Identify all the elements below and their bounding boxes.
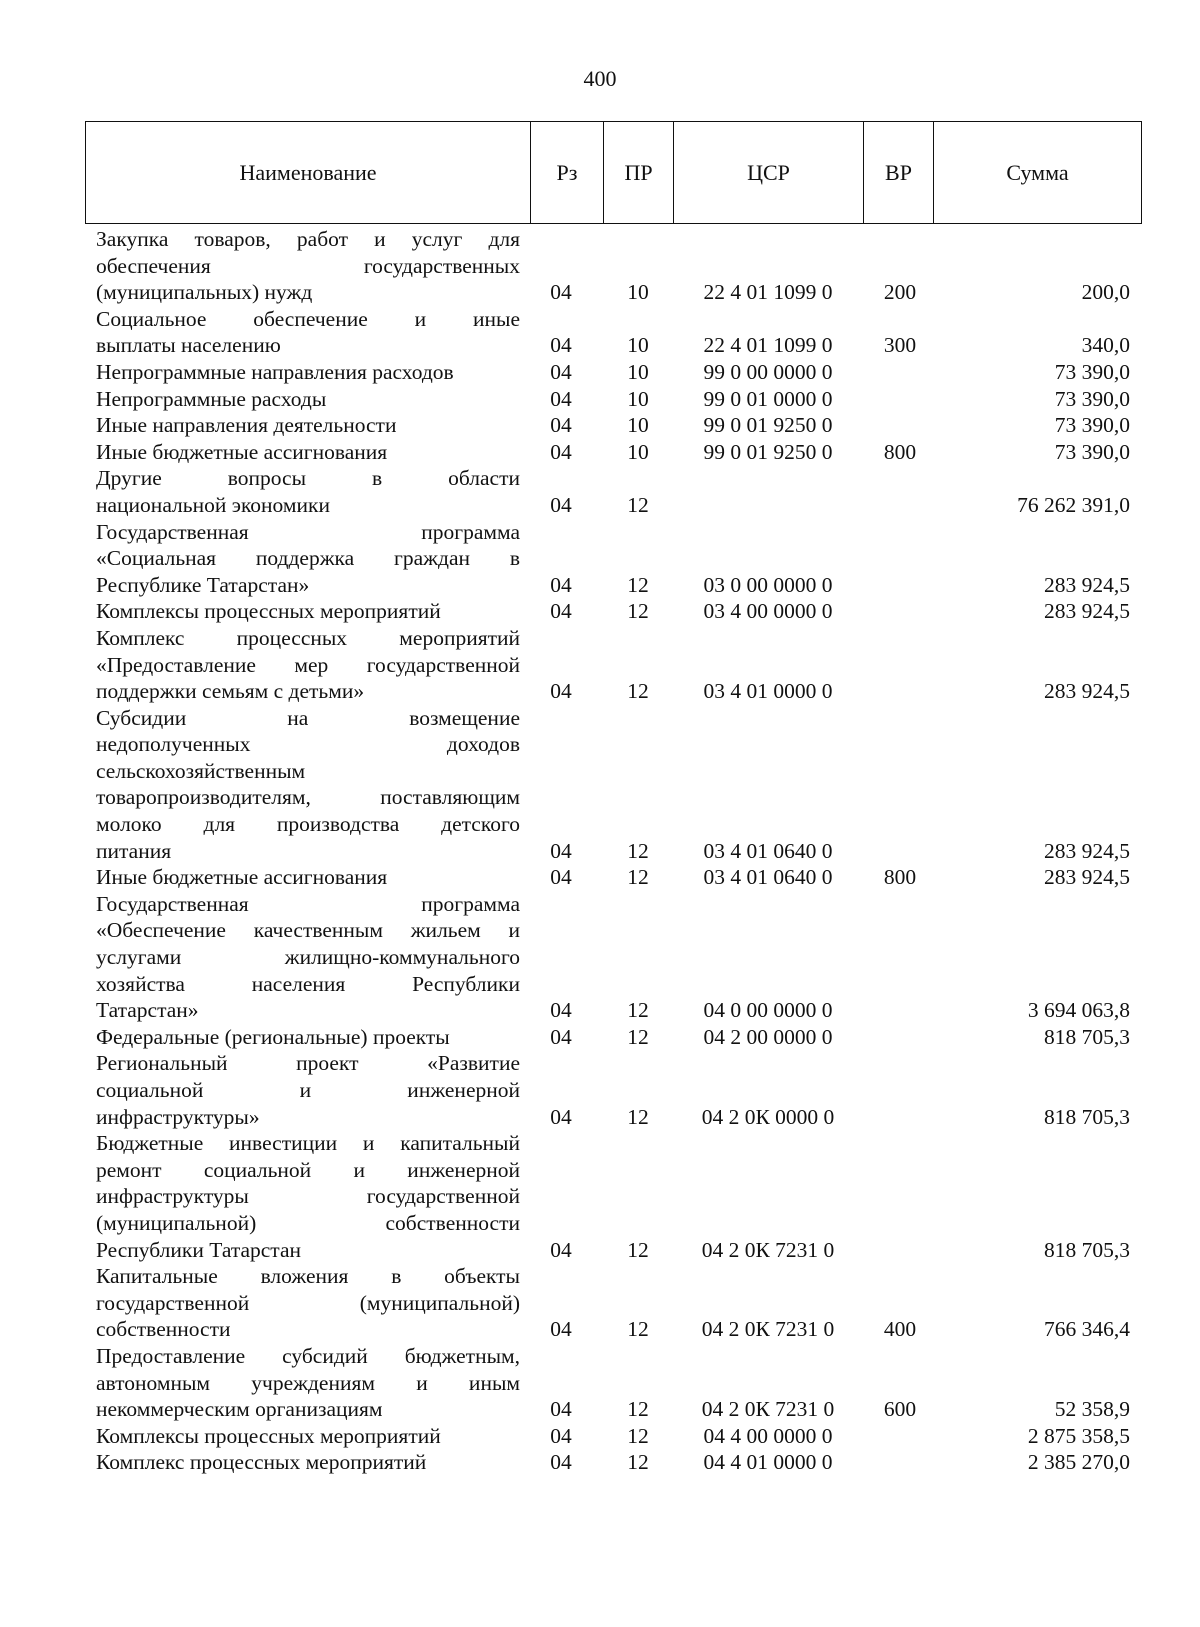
row-csr: 22 4 01 1099 0 xyxy=(703,333,833,358)
row-rz: 04 xyxy=(550,865,572,890)
row-pr: 12 xyxy=(627,679,649,704)
row-pr: 10 xyxy=(627,280,649,305)
row-name-line: ремонт социальной и инженерной xyxy=(96,1157,520,1182)
row-name xyxy=(96,1024,520,1051)
header-vr: ВР xyxy=(864,122,934,224)
row-vr: 300 xyxy=(883,333,917,358)
row-rz: 04 xyxy=(550,280,572,305)
row-rz: 04 xyxy=(550,998,572,1023)
row-csr: 03 4 00 0000 0 xyxy=(703,599,833,624)
row-name-line: Государственная программа xyxy=(96,891,520,916)
row-name-line: Иные бюджетные ассигнования xyxy=(96,439,388,464)
row-name-line: Другие вопросы в области xyxy=(96,466,520,491)
row-sum: 766 346,4 xyxy=(1044,1317,1130,1342)
row-rz: 04 xyxy=(550,572,572,597)
row-name-line: Закупка товаров, работ и услуг для xyxy=(96,227,520,251)
row-name-line: Республики Татарстан xyxy=(96,1237,302,1262)
row-sum: 818 705,3 xyxy=(1044,1104,1130,1129)
row-pr: 12 xyxy=(627,1024,649,1049)
row-sum: 73 390,0 xyxy=(1054,439,1130,464)
row-name-line: хозяйства населения Республики xyxy=(96,971,520,996)
row-pr: 10 xyxy=(627,386,649,411)
row-sum: 3 694 063,8 xyxy=(1027,998,1130,1023)
row-csr: 04 4 00 0000 0 xyxy=(703,1423,833,1448)
row-csr: 99 0 01 9250 0 xyxy=(703,413,833,438)
row-name-line: Иные бюджетные ассигнования xyxy=(96,865,388,890)
row-pr: 12 xyxy=(627,865,649,890)
row-sum: 818 705,3 xyxy=(1044,1237,1130,1262)
row-name-line: молоко для производства детского xyxy=(96,812,520,837)
row-pr: 12 xyxy=(627,1423,649,1448)
row-sum: 2 875 358,5 xyxy=(1027,1423,1130,1448)
table-row xyxy=(0,226,1200,306)
row-pr: 12 xyxy=(627,1104,649,1129)
row-rz: 04 xyxy=(550,599,572,624)
row-sum: 283 924,5 xyxy=(1044,679,1130,704)
row-sum: 73 390,0 xyxy=(1054,386,1130,411)
table-row xyxy=(0,625,1200,705)
row-name-line: поддержки семьям с детьми» xyxy=(96,679,365,704)
row-name-line: Комплекс процессных мероприятий xyxy=(96,1450,427,1475)
row-sum: 283 924,5 xyxy=(1044,865,1130,890)
table-row xyxy=(0,705,1200,865)
row-name-line: услугами жилищно-коммунального xyxy=(96,945,520,970)
row-sum: 76 262 391,0 xyxy=(1017,492,1130,517)
row-pr: 12 xyxy=(627,572,649,597)
row-vr: 400 xyxy=(883,1317,917,1342)
table-row xyxy=(0,1343,1200,1423)
row-name xyxy=(96,891,520,1024)
row-name xyxy=(96,1263,520,1343)
row-csr: 04 2 0К 7231 0 xyxy=(701,1397,835,1422)
row-pr: 12 xyxy=(627,998,649,1023)
row-csr: 99 0 01 9250 0 xyxy=(703,439,833,464)
row-name-line: собственности xyxy=(96,1317,231,1342)
row-name xyxy=(96,465,520,518)
row-name xyxy=(96,439,520,466)
row-rz: 04 xyxy=(550,1024,572,1049)
row-sum: 283 924,5 xyxy=(1044,838,1130,863)
table-row xyxy=(0,439,1200,466)
row-rz: 04 xyxy=(550,413,572,438)
table-row xyxy=(0,465,1200,518)
row-name-line: Бюджетные инвестиции и капитальный xyxy=(96,1131,520,1156)
row-name-line: автономным учреждениям и иным xyxy=(96,1370,520,1395)
row-sum: 818 705,3 xyxy=(1044,1024,1130,1049)
row-csr: 99 0 00 0000 0 xyxy=(703,359,833,384)
row-name-line: инфраструктуры» xyxy=(96,1104,260,1129)
row-rz: 04 xyxy=(550,1237,572,1262)
row-name-line: инфраструктуры государственной xyxy=(96,1184,520,1209)
row-name xyxy=(96,864,520,891)
row-name xyxy=(96,1423,520,1450)
table-body xyxy=(0,226,1200,1476)
row-vr: 800 xyxy=(883,865,917,890)
row-pr: 12 xyxy=(627,1317,649,1342)
row-name-line: Республике Татарстан» xyxy=(96,572,310,597)
row-rz: 04 xyxy=(550,1450,572,1475)
row-sum: 200,0 xyxy=(1081,280,1130,305)
row-name-line: национальной экономики xyxy=(96,492,330,517)
row-name-line: «Обеспечение качественным жильем и xyxy=(96,918,520,943)
row-csr: 03 4 01 0640 0 xyxy=(703,838,833,863)
row-rz: 04 xyxy=(550,838,572,863)
row-pr: 10 xyxy=(627,439,649,464)
row-rz: 04 xyxy=(550,1104,572,1129)
row-rz: 04 xyxy=(550,1317,572,1342)
row-name-line: Субсидии на возмещение xyxy=(96,705,520,730)
row-csr: 04 2 0К 7231 0 xyxy=(701,1317,835,1342)
row-pr: 12 xyxy=(627,1450,649,1475)
row-name-line: сельскохозяйственным xyxy=(96,758,306,783)
row-rz: 04 xyxy=(550,1397,572,1422)
page-number: 400 xyxy=(583,66,617,91)
row-csr: 04 2 0К 7231 0 xyxy=(701,1237,835,1262)
row-name xyxy=(96,359,520,386)
header-sum: Сумма xyxy=(934,122,1142,224)
row-name-line: «Предоставление мер государственной xyxy=(96,652,520,677)
row-name-line: Капитальные вложения в объекты xyxy=(96,1264,520,1289)
row-name-line: Государственная программа xyxy=(96,519,520,544)
row-pr: 12 xyxy=(627,599,649,624)
row-name-line: некоммерческим организациям xyxy=(96,1397,383,1422)
row-name xyxy=(96,386,520,413)
row-name xyxy=(96,1343,520,1423)
row-name-line: (муниципальной) собственности xyxy=(96,1210,520,1235)
row-name xyxy=(96,226,520,306)
row-name xyxy=(96,1449,520,1476)
row-rz: 04 xyxy=(550,333,572,358)
row-vr: 600 xyxy=(883,1397,917,1422)
row-rz: 04 xyxy=(550,1423,572,1448)
row-csr: 04 4 01 0000 0 xyxy=(703,1450,833,1475)
row-sum: 340,0 xyxy=(1081,333,1130,358)
row-name-line: питания xyxy=(96,838,172,863)
row-rz: 04 xyxy=(550,679,572,704)
row-name-line: социальной и инженерной xyxy=(96,1078,520,1102)
table-row xyxy=(0,519,1200,599)
row-name-line: Комплексы процессных мероприятий xyxy=(96,599,441,624)
table-row xyxy=(0,412,1200,439)
row-csr: 04 0 00 0000 0 xyxy=(703,998,833,1023)
header-rz: Рз xyxy=(531,122,604,224)
row-name-line: товаропроизводителям, поставляющим xyxy=(96,785,520,810)
row-name xyxy=(96,598,520,625)
row-csr: 04 2 0К 0000 0 xyxy=(701,1104,835,1129)
row-name-line: (муниципальных) нужд xyxy=(96,280,313,305)
row-name-line: Социальное обеспечение и иные xyxy=(96,306,520,331)
table-row xyxy=(0,1130,1200,1263)
table-row xyxy=(0,1024,1200,1051)
row-rz: 04 xyxy=(550,386,572,411)
row-name xyxy=(96,1130,520,1263)
row-name-line: Татарстан» xyxy=(96,998,199,1023)
row-csr: 03 4 01 0640 0 xyxy=(703,865,833,890)
table-row xyxy=(0,359,1200,386)
row-pr: 12 xyxy=(627,1237,649,1262)
row-vr: 200 xyxy=(883,280,917,305)
row-csr: 99 0 01 0000 0 xyxy=(703,386,833,411)
header-pr: ПР xyxy=(604,122,674,224)
row-sum: 283 924,5 xyxy=(1044,572,1130,597)
row-csr: 03 0 00 0000 0 xyxy=(703,572,833,597)
row-name-line: недополученных доходов xyxy=(96,732,520,757)
row-csr: 04 2 00 0000 0 xyxy=(703,1024,833,1049)
row-name xyxy=(96,705,520,865)
row-name-line: государственной (муниципальной) xyxy=(96,1290,520,1315)
row-name-line: Иные направления деятельности xyxy=(96,413,397,438)
row-name xyxy=(96,412,520,439)
row-sum: 2 385 270,0 xyxy=(1027,1450,1130,1475)
table-row xyxy=(0,1263,1200,1343)
row-name xyxy=(96,519,520,599)
row-name-line: «Социальная поддержка граждан в xyxy=(96,546,520,571)
row-name-line: выплаты населению xyxy=(96,333,281,358)
row-sum: 73 390,0 xyxy=(1054,413,1130,438)
header-csr: ЦСР xyxy=(674,122,864,224)
table-row xyxy=(0,1449,1200,1476)
table-row xyxy=(0,864,1200,891)
row-pr: 10 xyxy=(627,413,649,438)
row-name-line: Предоставление субсидий бюджетным, xyxy=(96,1343,520,1368)
row-name xyxy=(96,1050,520,1130)
row-vr: 800 xyxy=(883,439,917,464)
table-row xyxy=(0,386,1200,413)
row-pr: 12 xyxy=(627,838,649,863)
row-rz: 04 xyxy=(550,439,572,464)
row-name-line: Комплекс процессных мероприятий xyxy=(96,625,520,650)
row-name-line: Федеральные (региональные) проекты xyxy=(96,1024,450,1049)
row-sum: 283 924,5 xyxy=(1044,599,1130,624)
row-name xyxy=(96,625,520,705)
table-row xyxy=(0,598,1200,625)
table-row xyxy=(0,1423,1200,1450)
table-header xyxy=(85,121,1142,224)
row-pr: 12 xyxy=(627,1397,649,1422)
row-pr: 10 xyxy=(627,333,649,358)
table-row xyxy=(0,1050,1200,1130)
header-name: Наименование xyxy=(86,122,531,224)
row-name-line: обеспечения государственных xyxy=(96,253,520,278)
row-name xyxy=(96,306,520,359)
table-row xyxy=(0,891,1200,1024)
row-pr: 12 xyxy=(627,492,649,517)
row-sum: 73 390,0 xyxy=(1054,359,1130,384)
row-sum: 52 358,9 xyxy=(1054,1397,1130,1422)
row-name-line: Непрограммные расходы xyxy=(96,386,327,411)
row-csr: 22 4 01 1099 0 xyxy=(703,280,833,305)
row-name-line: Комплексы процессных мероприятий xyxy=(96,1423,441,1448)
row-pr: 10 xyxy=(627,359,649,384)
row-name-line: Региональный проект «Развитие xyxy=(96,1051,520,1076)
table-row xyxy=(0,306,1200,359)
row-name-line: Непрограммные направления расходов xyxy=(96,359,454,384)
row-rz: 04 xyxy=(550,359,572,384)
row-csr: 03 4 01 0000 0 xyxy=(703,679,833,704)
row-rz: 04 xyxy=(550,492,572,517)
